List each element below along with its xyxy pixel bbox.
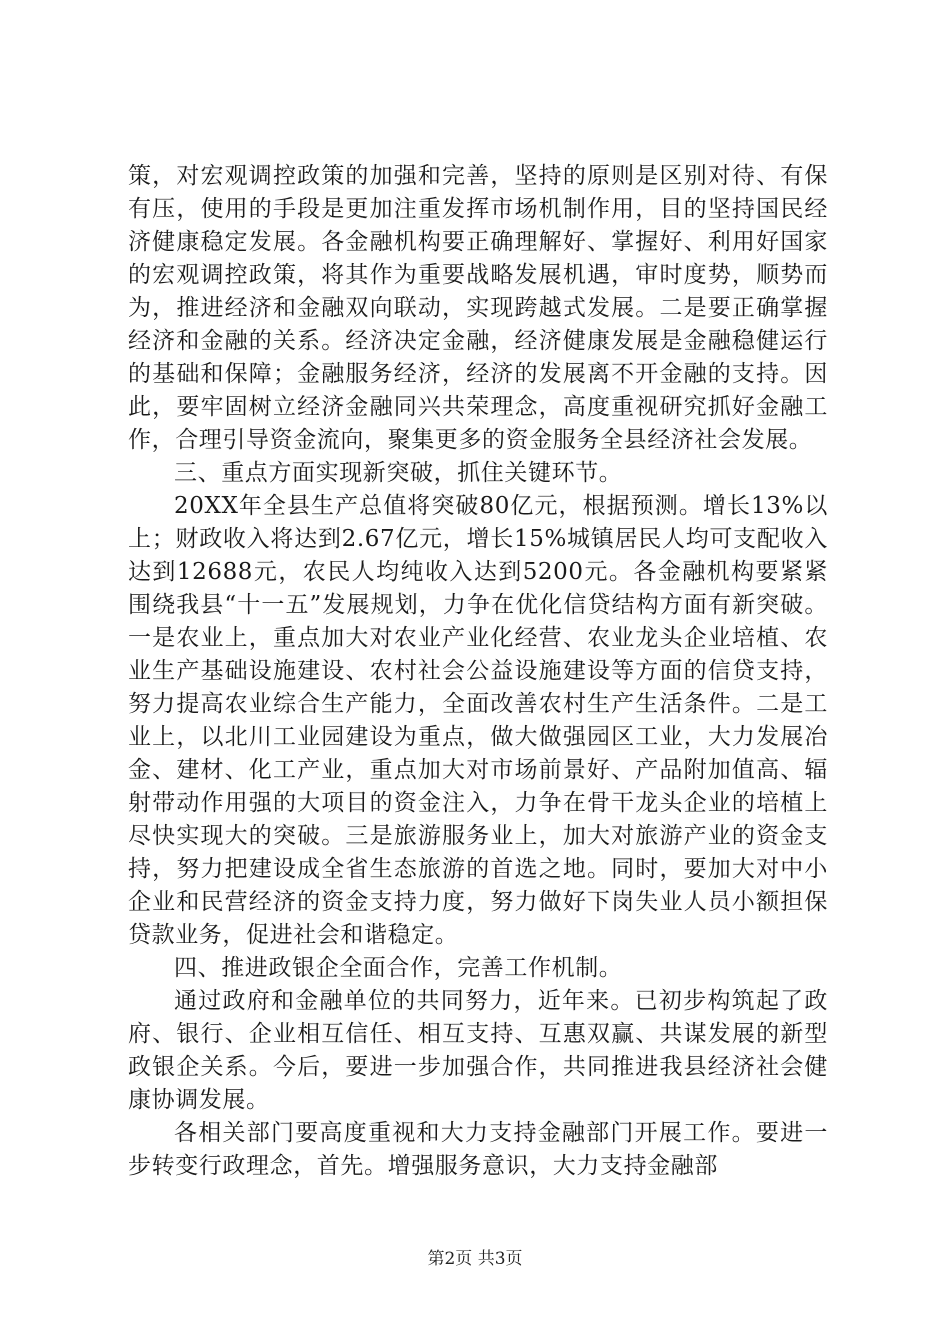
paragraph-1: 策，对宏观调控政策的加强和完善，坚持的原则是区别对待、有保有压，使用的手段是更加注重发挥市场机制作用，目的坚持国民经济健康稳定发展。各金融机构要正确理解好、掌握好、利用好国家的宏观调控政策，将其作为重要战略发展机遇，审时度势，顺势而为，推进经济和金融双向联动，实现跨越式发展。二是要正确掌握经济和金融的关系。经济决定金融，经济健康发展是金融稳健运行的基础和保障；金融服务经济，经济的发展离不开金融的支持。因此，要牢固树立经济金融同兴共荣理念，高度重视研究抓好金融工作，合理引导资金流向，聚集更多的资金服务全县经济社会发展。 — [128, 163, 828, 453]
heading-section-3: 三、重点方面实现新突破，抓住关键环节。 — [174, 460, 623, 486]
heading-section-4: 四、推进政银企全面合作，完善工作机制。 — [174, 955, 623, 981]
paragraph-3: 20XX年全县生产总值将突破80亿元，根据预测。增长13%以上；财政收入将达到2.67亿元，增长15%城镇居民人均可支配收入达到12688元，农民人均纯收入达到5200元。各金融机构要紧紧围绕我县“十一五”发展规划，力争在优化信贷结构方面有新突破。一是农业上，重点加大对农业产业化经营、农业龙头企业培植、农业生产基础设施建设、农村社会公益设施建设等方面的信贷支持，努力提高农业综合生产能力，全面改善农村生产生活条件。二是工业上，以北川工业园建设为重点，做大做强园区工业，大力发展冶金、建材、化工产业，重点加大对市场前景好、产品附加值高、辐射带动作用强的大项目的资金注入，力争在骨干龙头企业的培植上尽快实现大的突破。三是旅游服务业上，加大对旅游产业的资金支持，努力把建设成全省生态旅游的首选之地。同时，要加大对中小企业和民营经济的资金支持力度，努力做好下岗失业人员小额担保贷款业务，促进社会和谐稳定。 — [128, 493, 828, 948]
page-number-footer: 第2页 共3页 — [427, 1249, 523, 1269]
paragraph-5: 通过政府和金融单位的共同努力，近年来。已初步构筑起了政府、银行、企业相互信任、相互支持、互惠双赢、共谋发展的新型政银企关系。今后，要进一步加强合作，共同推进我县经济社会健康协调发展。 — [128, 988, 828, 1113]
paragraph-6: 各相关部门要高度重视和大力支持金融部门开展工作。要进一步转变行政理念，首先。增强服务意识，大力支持金融部 — [128, 1120, 828, 1179]
document-body — [128, 160, 828, 1183]
